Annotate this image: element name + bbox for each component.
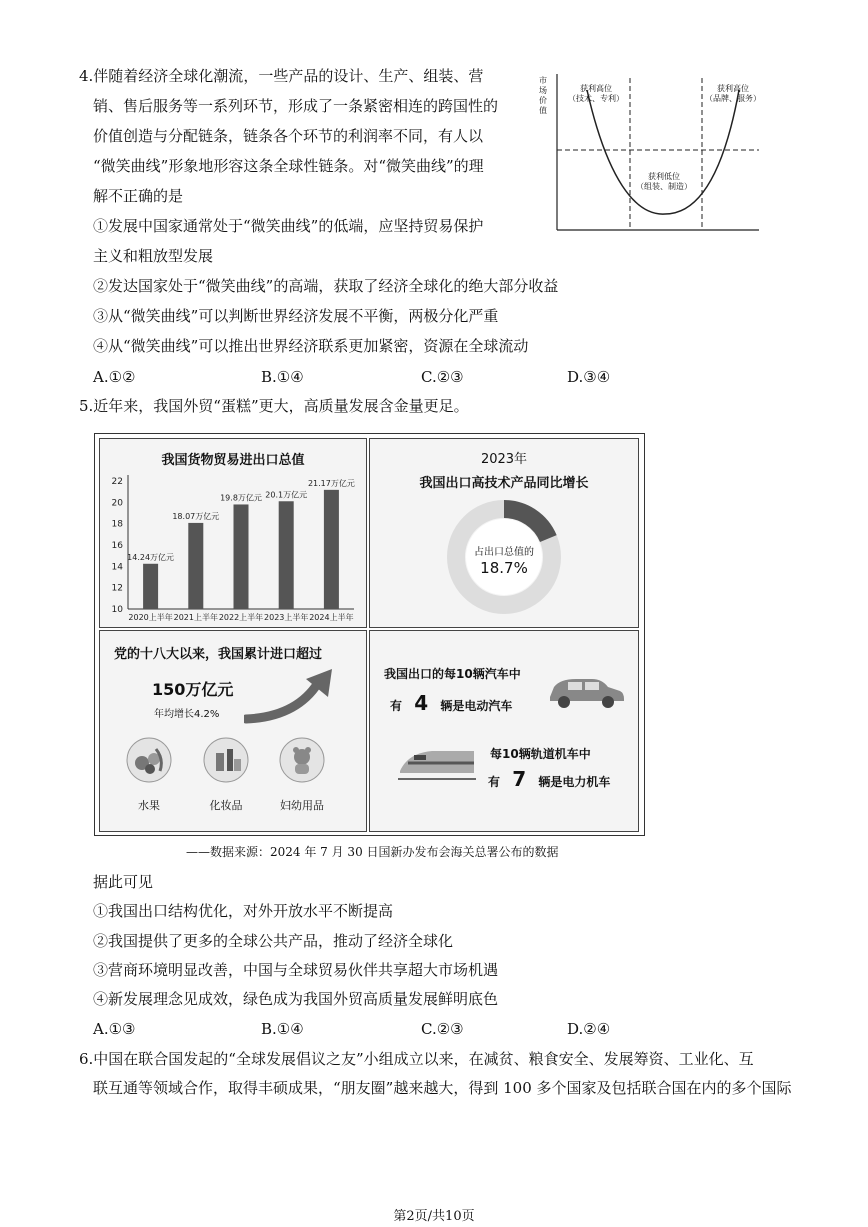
panel2-year: 2023年 [480,452,528,467]
x-tick-label: 2023上半年 [264,613,309,622]
bar-data-label: 20.1万亿元 [265,490,308,500]
q5-intro: 据此可见 [93,873,154,891]
rail-count: 7 [512,767,527,791]
panel-vehicles [369,630,639,832]
y-tick-label: 22 [111,477,123,487]
bar-data-label: 18.07万亿元 [172,511,220,521]
q4-line-5: 解不正确的是 [93,187,184,205]
growth-arrow-icon [244,667,340,725]
q5-item-3: ③营商环境明显改善，中国与全球贸易伙伴共享超大市场机遇 [93,961,499,979]
cosmetics-icon [203,737,249,787]
q4-line-4: “微笑曲线”形象地形容这条全球性链条。对“微笑曲线”的理 [93,157,484,175]
fruit-icon [126,737,172,787]
x-tick-label: 2024上半年 [309,613,354,622]
bar-data-label: 14.24万亿元 [127,552,175,562]
q5-item-2: ②我国提供了更多的全球公共产品，推动了经济全球化 [93,932,454,950]
q5-option-b: B.①④ [261,1020,304,1038]
panel3-title: 党的十八大以来，我国累计进口超过 [114,647,323,662]
page-footer: 第2页/共10页 [393,1209,475,1224]
car-icon [546,671,626,711]
infographic [94,433,645,836]
rail-line-2: 有 7 辆是电力机车 [488,767,611,791]
fruit-label: 水果 [138,799,160,812]
baby-products-label: 妇幼用品 [280,799,324,812]
bar [143,564,158,609]
bar-data-label: 19.8万亿元 [220,493,262,503]
y-tick-label: 14 [111,562,123,573]
x-tick-label: 2021上半年 [173,613,218,622]
x-tick-label: 2020上半年 [128,613,173,622]
x-tick-label: 2022上半年 [218,613,264,622]
right-high-label: 获利高位 （品牌、服务） [705,84,761,103]
q5-option-d: D.②④ [567,1020,611,1038]
donut-label: 占出口总值的 [474,547,534,558]
panel3-amount: 150万亿元 [152,680,234,699]
q4-item-1: ①发展中国家通常处于“微笑曲线”的低端，应坚持贸易保护 [93,217,484,235]
q6-line-2: 联互通等领域合作，取得丰硕成果，“朋友圈”越来越大，得到 100 多个国家及包括联合国在内的多个国际 [93,1079,792,1097]
q4-option-a: A.①② [93,368,136,386]
y-tick-label: 20 [111,498,123,509]
bar [279,501,294,609]
bar [234,504,249,609]
y-tick-label: 18 [111,519,123,530]
data-source: ——数据来源：2024 年 7 月 30 日国新办发布会海关总署公布的数据 [186,845,559,859]
chart-title: 我国货物贸易进出口总值 [161,453,305,468]
car-line-2: 有 4 辆是电动汽车 [390,691,513,715]
q4-item-4: ④从“微笑曲线”可以推出世界经济联系更加紧密，资源在全球流动 [93,337,529,355]
cosmetics-label: 化妆品 [209,799,243,812]
car-line-1: 我国出口的每10辆汽车中 [384,667,521,681]
y-tick-label: 12 [111,583,123,594]
q5-item-1: ①我国出口结构优化，对外开放水平不断提高 [93,902,394,920]
low-label: 获利低位 （组装、制造） [636,172,692,191]
y-tick-label: 16 [111,541,123,551]
smile-curve-figure [535,68,765,238]
q5-option-a: A.①③ [93,1020,136,1038]
q4-option-c: C.②③ [421,368,464,386]
left-high-label: 获利高位 （技术、专利） [568,84,624,103]
q4-line-2: 销、售后服务等一系列环节，形成了一条紧密相连的跨国性的 [93,97,499,115]
q6-line-1: 6.中国在联合国发起的“全球发展倡议之友”小组成立以来，在减贫、粮食安全、发展筹资、工业化、互 [79,1050,754,1068]
panel3-growth: 年均增长4.2% [154,709,220,720]
panel-high-tech [369,438,639,628]
bar-data-label: 21.17万亿元 [307,478,355,488]
panel2-title: 我国出口高技术产品同比增长 [419,476,589,491]
panel-imports [99,630,367,832]
q4-item-1-cont: 主义和粗放型发展 [93,247,214,265]
y-axis-label: 市 场 价 值 [539,76,547,115]
q4-line-1: 4.伴随着经济全球化潮流，一些产品的设计、生产、组装、营 [79,67,484,85]
car-count: 4 [414,691,429,715]
q5-option-c: C.②③ [421,1020,464,1038]
baby-products-icon [279,737,325,787]
q4-item-3: ③从“微笑曲线”可以判断世界经济发展不平衡，两极分化严重 [93,307,499,325]
y-tick-label: 10 [111,605,123,615]
rail-line-1: 每10辆轨道机车中 [490,747,591,761]
q4-option-b: B.①④ [261,368,304,386]
train-icon [398,741,478,785]
donut-value: 18.7% [480,559,528,577]
bar-chart [100,439,366,627]
q4-line-3: 价值创造与分配链条，链条各个环节的利润率不同，有人以 [93,127,484,145]
q5-item-4: ④新发展理念见成效，绿色成为我国外贸高质量发展鲜明底色 [93,990,499,1008]
q5-stem: 5.近年来，我国外贸“蛋糕”更大，高质量发展含金量更足。 [79,397,469,415]
panel-trade-value [99,438,367,628]
q4-item-2: ②发达国家处于“微笑曲线”的高端，获取了经济全球化的绝大部分收益 [93,277,559,295]
smile-curve-line [587,90,739,214]
q4-option-d: D.③④ [567,368,611,386]
bar [188,523,203,609]
bar [324,490,339,609]
